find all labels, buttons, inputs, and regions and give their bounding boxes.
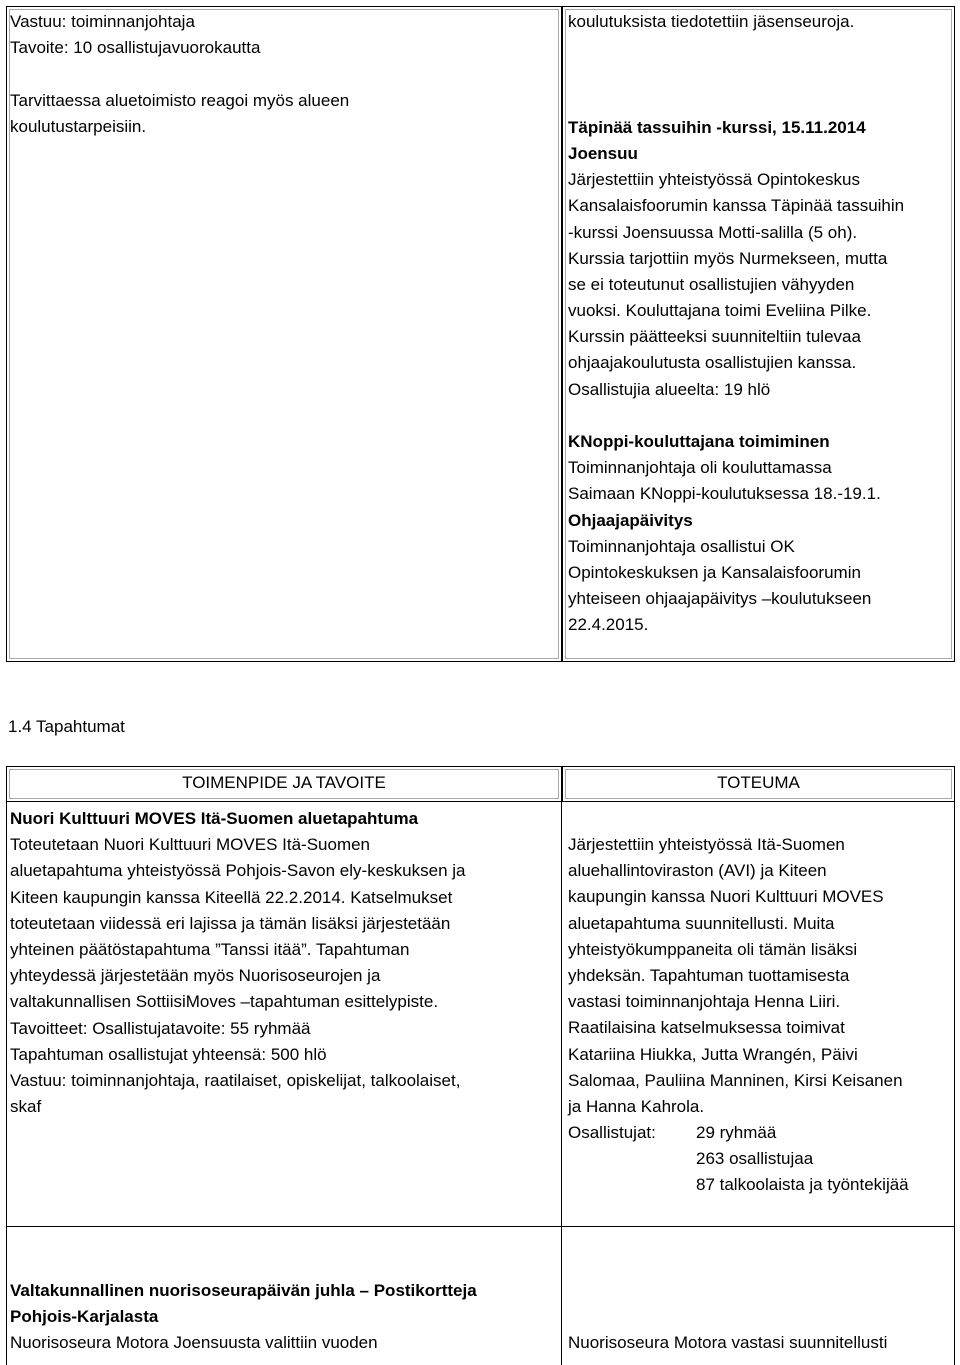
moves-goal-line: Tavoitteet: Osallistujatavoite: 55 ryhmää [10,1018,311,1038]
events-right-border [954,802,955,1365]
moves-responsible-line-2: skaf [10,1097,42,1117]
moves-result-line: ja Hanna Kahrola. [568,1096,705,1116]
blank-line [568,35,952,61]
moves-body-line: valtakunnallisen SottiisiMoves –tapahtuman esittelypiste. [10,992,439,1012]
moves-result-line: yhteistyökumppaneita oli tämän lisäksi [568,939,858,959]
moves-result-line: Salomaa, Pauliina Manninen, Kirsi Keisanen [568,1070,903,1090]
juhla-description-cell [10,1278,558,1357]
stats-volunteers: 87 talkoolaista ja työntekijää [696,1175,909,1195]
tapinaa-participants: Osallistujia alueelta: 19 hlö [568,379,771,399]
stats-groups: 29 ryhmää [696,1123,777,1143]
moves-body-line: yhteinen päätöstapahtuma ”Tanssi itää”. Tapahtuman [10,939,410,959]
moves-body-line: Toteutetaan Nuori Kulttuuri MOVES Itä-Suomen [10,835,371,855]
moves-result-line: aluetapahtuma suunnitellusti. Muita [568,913,835,933]
moves-participants-line: Tapahtuman osallistujat yhteensä: 500 hlö [10,1044,327,1064]
moves-result-line: vastasi toiminnanjohtaja Henna Liiri. [568,992,841,1012]
moves-participant-stats [568,1120,952,1199]
goal-line: Tavoite: 10 osallistujavuorokautta [10,38,261,58]
juhla-body-line: Nuorisoseura Motora Joensuusta valittiin vuoden [10,1333,378,1353]
juhla-result-cell [568,1330,952,1356]
tapinaa-location: Joensuu [568,143,638,163]
ohjaaja-body-line: 22.4.2015. [568,615,649,635]
ohjaaja-body-line: Opintokeskuksen ja Kansalaisfoorumin [568,562,861,582]
blank-line [568,88,952,114]
tapinaa-body-line: se ei toteutunut osallistujien vähyyden [568,274,855,294]
moves-result-line: yhdeksän. Tapahtuman tuottamisesta [568,965,850,985]
top-right-cell [568,9,952,639]
events-row-divider [6,1226,955,1227]
knoppi-body-line: Saimaan KNoppi-koulutuksessa 18.-19.1. [568,484,881,504]
ohjaaja-body-line: Toiminnanjohtaja osallistui OK [568,536,795,556]
blank-line [568,403,952,429]
stats-label: Osallistujat: [568,1123,656,1143]
blank-line [10,61,550,87]
events-left-border [6,802,7,1365]
top-left-cell [10,9,550,140]
moves-body-line: aluetapahtuma yhteistyössä Pohjois-Savon ely-keskuksen ja [10,861,466,881]
moves-result-line: aluehallintoviraston (AVI) ja Kiteen [568,861,827,881]
moves-responsible-line: Vastuu: toiminnanjohtaja, raatilaiset, opiskelijat, talkoolaiset, [10,1070,461,1090]
events-middle-border [561,802,562,1365]
regional-office-line-1: Tarvittaessa aluetoimisto reagoi myös alueen [10,90,350,110]
tapinaa-body-line: vuoksi. Kouluttajana toimi Eveliina Pilke. [568,301,872,321]
moves-body-line: yhteydessä järjestetään myös Nuorisoseurojen ja [10,966,381,986]
header-right [562,770,955,796]
tapinaa-body-line: Järjestettiin yhteistyössä Opintokeskus [568,170,860,190]
ohjaaja-title: Ohjaajapäivitys [568,510,693,530]
blank-line [568,61,952,87]
knoppi-body-line: Toiminnanjohtaja oli kouluttamassa [568,458,832,478]
knoppi-section [568,429,952,508]
stats-empty [568,1146,696,1172]
responsible-line: Vastuu: toiminnanjohtaja [10,12,195,31]
juhla-title-2: Pohjois-Karjalasta [10,1307,159,1327]
knoppi-title: KNoppi-kouluttajana toimiminen [568,432,830,451]
moves-result-line: kaupungin kanssa Nuori Kulttuuri MOVES [568,887,884,907]
tapinaa-section [568,115,952,403]
tapinaa-body-line: ohjaajakoulutusta osallistujien kanssa. [568,353,857,373]
moves-result-line: Raatilaisina katselmuksessa toimivat [568,1018,845,1038]
tapinaa-body-line: Kurssia tarjottiin myös Nurmekseen, mutta [568,248,888,268]
header-right-label: TOTEUMA [717,773,800,792]
moves-body-line: toteutetaan viidessä eri lajissa ja tämän lisäksi järjestetään [10,913,451,933]
moves-result-line: Katariina Hiukka, Jutta Wrangén, Päivi [568,1044,858,1064]
tapinaa-body-line: -kurssi Joensuussa Motti-salilla (5 oh). [568,222,858,242]
juhla-result-line: Nuorisoseura Motora vastasi suunnitellusti [568,1333,888,1352]
ohjaaja-body-line: yhteiseen ohjaajapäivitys –koulutukseen [568,589,872,609]
tapinaa-body-line: Kurssin päätteeksi suunniteltiin tulevaa [568,327,861,347]
juhla-title: Valtakunnallinen nuorisoseurapäivän juhla – Postikortteja [10,1281,477,1300]
header-left-label: TOIMENPIDE JA TAVOITE [182,773,386,792]
moves-title: Nuori Kulttuuri MOVES Itä-Suomen aluetapahtuma [10,809,419,828]
tapinaa-body-line: Kansalaisfoorumin kanssa Täpinää tassuihin [568,196,905,216]
stats-participants: 263 osallistujaa [696,1149,814,1169]
ohjaaja-section [568,508,952,639]
section-heading-text: 1.4 Tapahtumat [8,717,125,736]
regional-office-line-2: koulutustarpeisiin. [10,116,147,136]
intro-line: koulutuksista tiedotettiin jäsenseuroja. [568,12,855,31]
tapinaa-title: Täpinää tassuihin -kurssi, 15.11.2014 [568,117,866,137]
moves-result-line: Järjestettiin yhteistyössä Itä-Suomen [568,835,845,854]
moves-body-line: Kiteen kaupungin kanssa Kiteellä 22.2.2014. Katselmukset [10,887,453,907]
moves-result-cell [568,832,952,1199]
moves-description-cell [10,806,558,1120]
section-heading [8,714,125,740]
header-left [6,770,562,796]
stats-empty [568,1172,696,1198]
